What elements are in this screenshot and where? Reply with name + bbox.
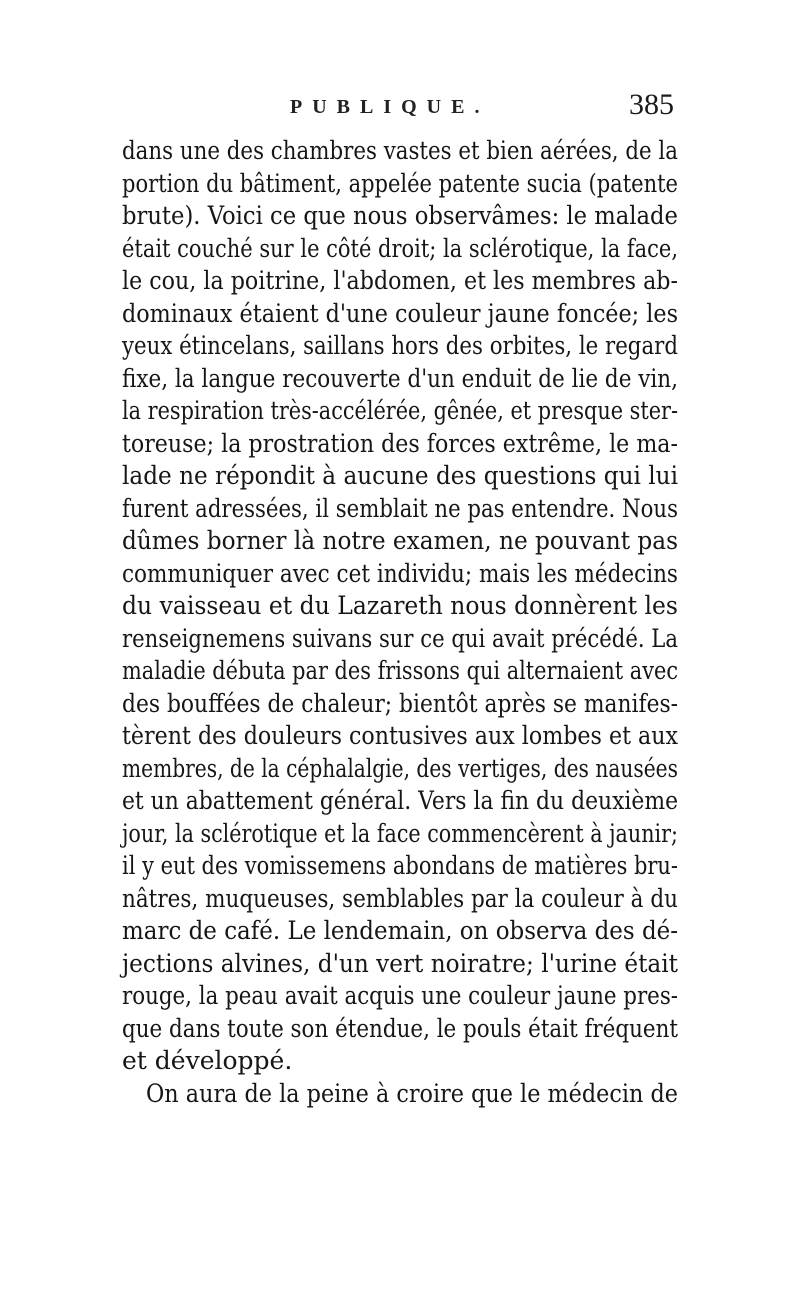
- body-text: [122, 135, 678, 1110]
- text-line: maladie débuta par des frissons qui alternaient avec: [122, 656, 679, 685]
- text-line: était couché sur le côté droit; la sclérotique, la face,: [122, 233, 679, 263]
- text-line: il y eut des vomissemens abondans de matières bru-: [122, 851, 679, 880]
- text-line: portion du bâtiment, appelée patente sucia (patente: [122, 168, 678, 198]
- text-line: lade ne répondit à aucune des questions qui lui: [122, 461, 678, 490]
- text-line: que dans toute son étendue, le pouls était fréquent: [122, 1013, 678, 1043]
- text-line: furent adressées, il semblait ne pas entendre. Nous: [122, 493, 678, 523]
- running-title: PUBLIQUE.: [290, 96, 490, 118]
- text-line: du vaisseau et du Lazareth nous donnèrent les: [122, 591, 678, 620]
- text-line: et développé.: [122, 1046, 293, 1075]
- text-line: yeux étincelans, saillans hors des orbites, le regard: [122, 331, 678, 360]
- text-line: jour, la sclérotique et la face commencèrent à jaunir;: [122, 818, 678, 848]
- text-line: dûmes borner là notre examen, ne pouvant pas: [122, 526, 679, 555]
- text-line: communiquer avec cet individu; mais les médecins: [122, 558, 678, 588]
- text-line: toreuse; la prostration des forces extrême, le ma-: [122, 428, 678, 458]
- text-line: membres, de la céphalalgie, des vertiges, des nausées: [122, 753, 678, 783]
- text-line: marc de café. Le lendemain, on observa des dé-: [122, 916, 678, 945]
- text-line: jections alvines, d'un vert noiratre; l'urine était: [122, 948, 678, 978]
- text-line: tèrent des douleurs contusives aux lombes et aux: [122, 721, 679, 750]
- running-head: [120, 88, 680, 128]
- text-line: la respiration très-accélérée, gênée, et presque ster-: [122, 396, 678, 425]
- page-number: 385: [629, 88, 674, 121]
- text-line: et un abattement général. Vers la fin du deuxième: [122, 786, 679, 815]
- text-line: brute). Voici ce que nous observâmes: le malade: [122, 201, 678, 230]
- text-line: fixe, la langue recouverte d'un enduit de lie de vin,: [122, 363, 678, 393]
- text-line: On aura de la peine à croire que le médecin de: [146, 1078, 678, 1108]
- text-line: renseignemens suivans sur ce qui avait précédé. La: [122, 623, 678, 653]
- text-line: dans une des chambres vastes et bien aérées, de la: [122, 136, 678, 165]
- text-line: des bouffées de chaleur; bientôt après se manifes-: [122, 688, 679, 718]
- text-line: le cou, la poitrine, l'abdomen, et les membres ab-: [122, 266, 678, 295]
- text-line: nâtres, muqueuses, semblables par la couleur à du: [122, 883, 678, 913]
- text-line: rouge, la peau avait acquis une couleur jaune pres-: [122, 981, 679, 1010]
- text-line: dominaux étaient d'une couleur jaune foncée; les: [122, 298, 679, 328]
